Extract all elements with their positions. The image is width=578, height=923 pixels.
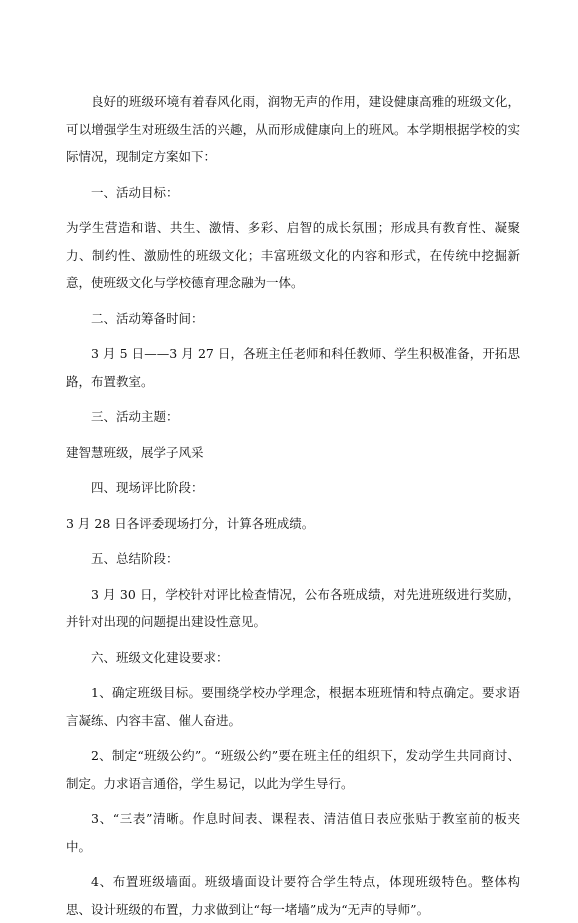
section-1-heading: 一、活动目标： xyxy=(91,184,179,200)
section-3-body: 建智慧班级，展学子风采 xyxy=(66,444,204,460)
intro-paragraph: 良好的班级环境有着春风化雨，润物无声的作用，建设健康高雅的班级文化，可以增强学生对班级生活的兴趣，从而形成健康向上的班风。本学期根据学校的实际情况，现制定方案如下： xyxy=(66,94,520,164)
requirement-3: 3、“三表”清晰。作息时间表、课程表、清洁值日表应张贴于教室前的板夹中。 xyxy=(66,811,520,854)
requirement-4: 4、布置班级墙面。班级墙面设计要符合学生特点，体现班级特色。整体构思、设计班级的布置，力求做到让“每一堵墙”成为“无声的导师”。 xyxy=(66,874,520,917)
section-2-body: 3 月 5 日——3 月 27 日，各班主任老师和科任教师、学生积极准备，开拓思路，布置教室。 xyxy=(66,346,520,389)
requirement-2: 2、制定“班级公约”。“班级公约”要在班主任的组织下，发动学生共同商讨、制定。力求语言通俗，学生易记，以此为学生导行。 xyxy=(66,748,520,791)
section-6-heading: 六、班级文化建设要求： xyxy=(91,649,229,665)
requirement-1: 1、确定班级目标。要围绕学校办学理念，根据本班班情和特点确定。要求语言凝练、内容丰富、催人奋进。 xyxy=(66,685,520,728)
section-5-heading: 五、总结阶段： xyxy=(91,551,179,566)
section-4-body: 3 月 28 日各评委现场打分，计算各班成绩。 xyxy=(66,515,315,531)
section-1-body: 为学生营造和谐、共生、激情、多彩、启智的成长氛围；形成具有教育性、凝聚力、制约性、激励性的班级文化；丰富班级文化的内容和形式，在传统中挖掘新意，使班级文化与学校德育理念融为一体。 xyxy=(66,220,520,290)
section-2-heading: 二、活动筹备时间： xyxy=(91,310,204,326)
section-3-heading: 三、活动主题： xyxy=(91,409,179,424)
section-5-body: 3 月 30 日，学校针对评比检查情况，公布各班成绩，对先进班级进行奖励，并针对出现的问题提出建设性意见。 xyxy=(66,586,520,629)
section-4-heading: 四、现场评比阶段： xyxy=(91,480,204,495)
